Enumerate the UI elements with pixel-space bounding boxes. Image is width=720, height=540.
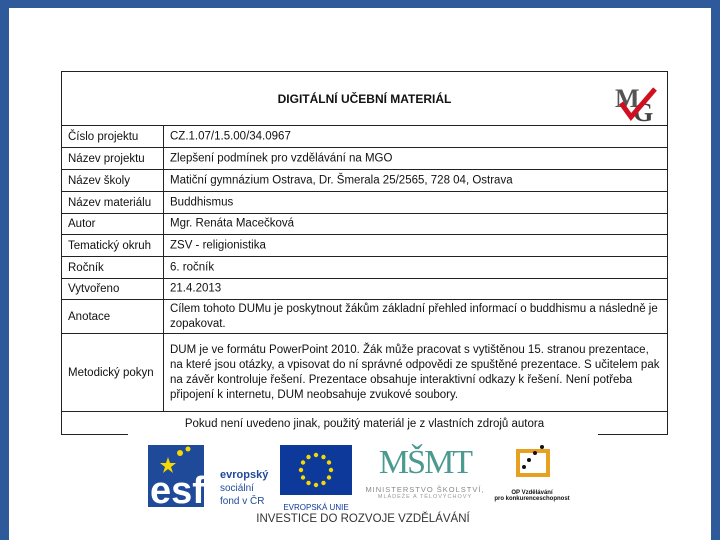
- info-row: [62, 214, 667, 235]
- row-label: Název materiálu: [68, 196, 152, 209]
- card-header: [62, 72, 667, 126]
- svg-text:sociální: sociální: [220, 483, 254, 494]
- info-row: [62, 235, 667, 257]
- svg-text:evropský: evropský: [220, 469, 269, 481]
- msmt-logo: MŠMT MINISTERSTVO ŠKOLSTVÍ, MLÁDEŽE A TĚLOVÝCHOVY: [365, 444, 485, 500]
- eu-flag-icon: [280, 445, 352, 495]
- row-label: Číslo projektu: [68, 130, 139, 143]
- sponsor-logos: [128, 433, 598, 540]
- eu-star-icon: [329, 468, 333, 472]
- eu-star-icon: [301, 475, 305, 479]
- eu-star-icon: [321, 455, 325, 459]
- slide-frame-left: [0, 0, 9, 540]
- eu-star-icon: [327, 460, 331, 464]
- info-row: [62, 300, 667, 334]
- material-info-card: [61, 71, 668, 435]
- op-emblem-icon: [510, 443, 554, 485]
- row-label: Vytvořeno: [68, 283, 120, 295]
- eu-star-icon: [314, 483, 318, 487]
- row-value: Zlepšení podmínek pro vzdělávání na MGO: [170, 152, 393, 164]
- eu-star-icon: [314, 453, 318, 457]
- row-label: Metodický pokyn: [68, 366, 154, 379]
- svg-text:G: G: [633, 98, 654, 123]
- row-value: CZ.1.07/1.5.00/34.0967: [170, 130, 291, 142]
- row-value: 21.4.2013: [170, 282, 222, 295]
- esf-logo: [148, 445, 278, 507]
- info-row: [62, 148, 667, 170]
- row-label: Anotace: [68, 310, 111, 323]
- row-value: Mgr. Renáta Macečková: [170, 217, 295, 230]
- card-title: DIGITÁLNÍ UČEBNÍ MATERIÁL: [277, 92, 452, 106]
- row-value: ZSV - religionistika: [170, 239, 266, 251]
- eu-star-icon: [299, 468, 303, 472]
- op-logo: OP Vzdělávání pro konkurenceschopnost: [490, 443, 574, 509]
- row-label: Název projektu: [68, 152, 145, 165]
- row-value: Buddhismus: [170, 196, 234, 208]
- info-row: [62, 192, 667, 214]
- info-row: [62, 126, 667, 148]
- info-row: [62, 334, 667, 412]
- row-label: Autor: [68, 218, 96, 230]
- investice-slogan: INVESTICE DO ROZVOJE VZDĚLÁVÁNÍ: [256, 513, 470, 525]
- slide-frame-right: [711, 0, 720, 540]
- eu-star-icon: [327, 475, 331, 479]
- svg-text:esf: esf: [150, 470, 205, 507]
- slide-frame-top: [0, 0, 720, 8]
- row-value: Cílem tohoto DUMu je poskytnout žákům základní přehled informací o buddhismu a následně je zopakovat.: [170, 302, 658, 330]
- mg-school-logo: [613, 77, 659, 123]
- svg-text:M: M: [615, 84, 640, 113]
- info-row: [62, 257, 667, 279]
- info-row: [62, 170, 667, 192]
- row-label: Ročník: [68, 261, 104, 274]
- row-value: 6. ročník: [170, 261, 215, 273]
- eu-star-icon: [306, 455, 310, 459]
- eu-star-icon: [301, 460, 305, 464]
- row-value: Matiční gymnázium Ostrava, Dr. Šmerala 25/2565, 728 04, Ostrava: [170, 174, 513, 186]
- eu-star-icon: [306, 481, 310, 485]
- info-row: [62, 279, 667, 300]
- svg-text:fond v ČR: fond v ČR: [220, 496, 265, 507]
- row-label: Tematický okruh: [68, 239, 152, 252]
- eu-logo: [280, 445, 352, 512]
- eu-label: EVROPSKÁ UNIE: [283, 503, 349, 512]
- row-value: DUM je ve formátu PowerPoint 2010. Žák může pracovat s vytištěnou 15. stranou prezentace, na které jsou otázky, a vpisovat do ní správné odpovědi ze spuštěné prezentace. S učitelem pak na závěr kontroluje řešení. Prezentace obsahuje interaktivní odkazy k řešení. Není potřeba připojení k internetu, DUM neobsahuje zvukové soubory.: [170, 343, 660, 401]
- footer-note: Pokud není uvedeno jinak, použitý materiál je z vlastních zdrojů autora: [184, 418, 545, 430]
- eu-star-icon: [321, 481, 325, 485]
- row-label: Název školy: [68, 174, 130, 187]
